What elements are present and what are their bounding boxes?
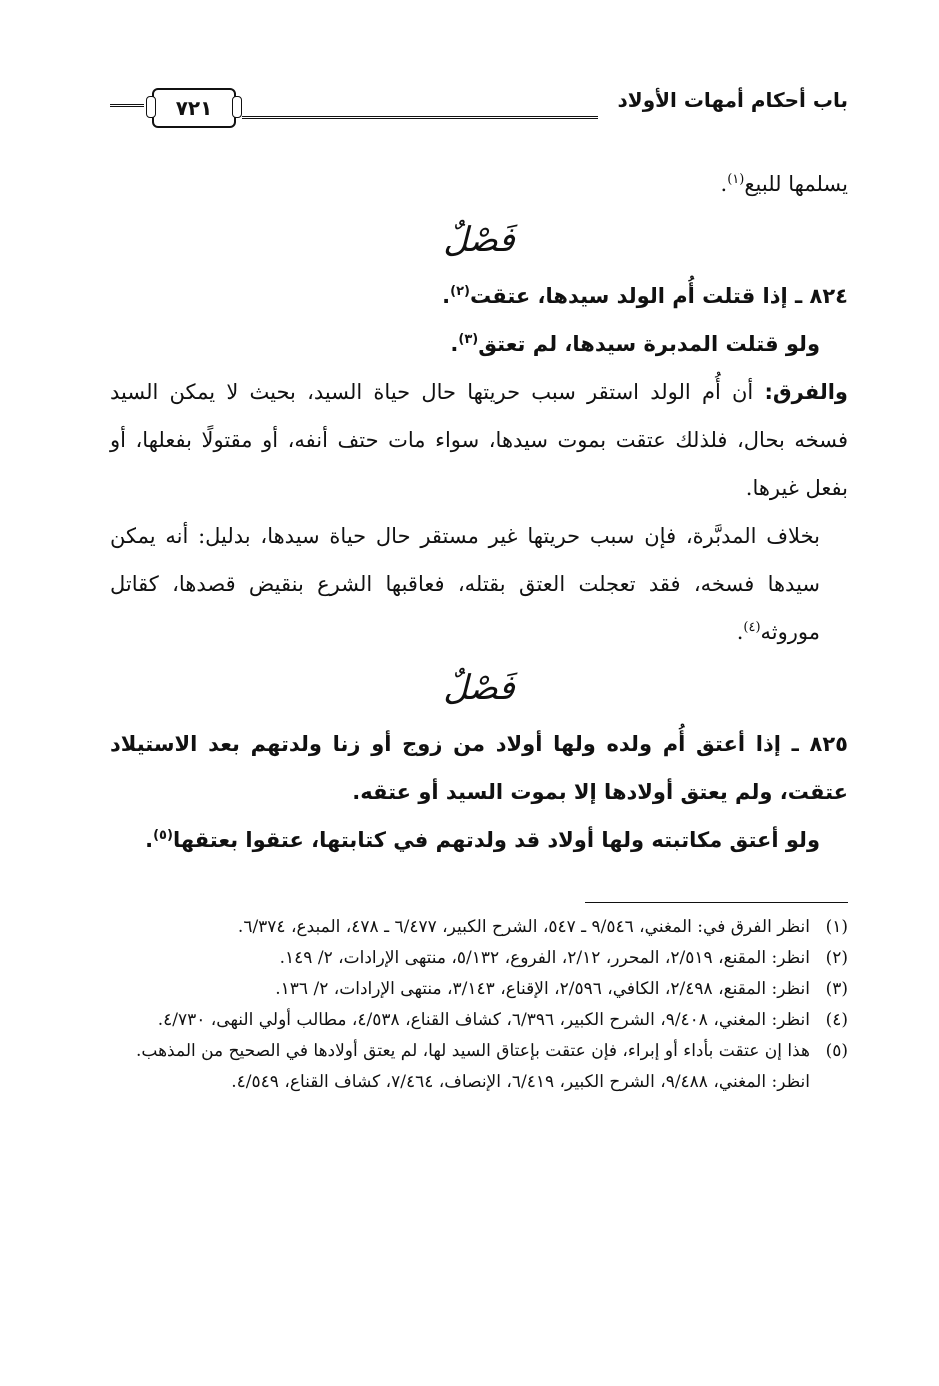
footnote-ref: (٥) — [153, 828, 173, 843]
issue-825-statement: ٨٢٥ ـ إذا أعتق أُم ولده ولها أولاد من زوج أو زنا ولدتهم بعد الاستيلاد عتقت، ولم يعتق أولادها إلا بموت السيد أو عتقه. — [110, 732, 848, 804]
header-rule-right — [242, 116, 598, 119]
footnote: (٢) انظر: المقنع، ٢/٥١٩، المحرر، ٢/١٢، الفروع، ٥/١٣٢، منتهى الإرادات، ٢/ ١٤٩. — [279, 948, 848, 968]
footnotes — [110, 912, 848, 1098]
running-title: باب أحكام أمهات الأولاد — [617, 88, 848, 112]
issue-824-statement: ٨٢٤ ـ إذا قتلت أُم الولد سيدها، عتقت$^{(٢)}$. — [442, 284, 848, 308]
page-header — [110, 88, 848, 132]
footnote-continuation: انظر: المغني، ٩/٤٨٨، الشرح الكبير، ٦/٤١٩، الإنصاف، ٧/٤٦٤، كشاف القناع، ٤/٥٤٩. — [231, 1072, 810, 1092]
footnote: (٥) هذا إن عتقت بأداء أو إبراء، فإن عتقت بإعتاق السيد لها، لم يعتق أولادها في الصحيح من المذهب. — [136, 1041, 848, 1061]
footnote-ref: (٤) — [743, 620, 761, 635]
section-heading: فَصْلٌ — [443, 220, 515, 260]
footnote-ref: (٢) — [450, 284, 470, 299]
difference-paragraph: والفرق: أن أُم الولد استقر سبب حريتها حال حياة السيد، بحيث لا يمكن السيد فسخه بحال، فلذلك عتقت بموت سيدها، سواء مات حتف أنفه، أو مقتولًا بفعلها، أو بفعل غيرها. — [110, 380, 848, 500]
page-number: ٧٢١ — [175, 96, 213, 120]
main-text — [110, 160, 848, 864]
contrast-paragraph: بخلاف المدبَّرة، فإن سبب حريتها غير مستقر حال حياة سيدها، بدليل: أنه يمكن سيدها فسخه، فقد تعجلت العتق بقتله، فعاقبها الشرع بنقيض قصدها، كقاتل موروثه$^{(٤)}$. — [110, 524, 820, 644]
page-number-box — [152, 88, 236, 128]
footnote-separator — [585, 902, 848, 903]
difference-label: والفرق: — [764, 380, 848, 404]
footnote: (٤) انظر: المغني، ٩/٤٠٨، الشرح الكبير، ٦/٣٩٦، كشاف القناع، ٤/٥٣٨، مطالب أولي النهى، ٤/٧٣٠. — [157, 1010, 848, 1030]
footnote-ref: (٣) — [458, 332, 479, 347]
continuation-line: يسلمها للبيع$^{(١)}$. — [720, 172, 848, 196]
footnote: (١) انظر الفرق في: المغني، ٩/٥٤٦ ـ ٥٤٧، الشرح الكبير، ٦/٤٧٧ ـ ٤٧٨، المبدع، ٦/٣٧٤. — [237, 917, 848, 937]
header-rule-left — [110, 104, 144, 107]
issue-825-contrast: ولو أعتق مكاتبته ولها أولاد قد ولدتهم في كتابتها، عتقوا بعتقها$^{(٥)}$. — [145, 828, 820, 852]
footnote: (٣) انظر: المقنع، ٢/٤٩٨، الكافي، ٢/٥٩٦، الإقناع، ٣/١٤٣، منتهى الإرادات، ٢/ ١٣٦. — [275, 979, 848, 999]
footnote-ref: (١) — [727, 172, 745, 187]
issue-824-contrast: ولو قتلت المدبرة سيدها، لم تعتق$^{(٣)}$. — [450, 332, 820, 356]
section-heading: فَصْلٌ — [443, 668, 515, 708]
